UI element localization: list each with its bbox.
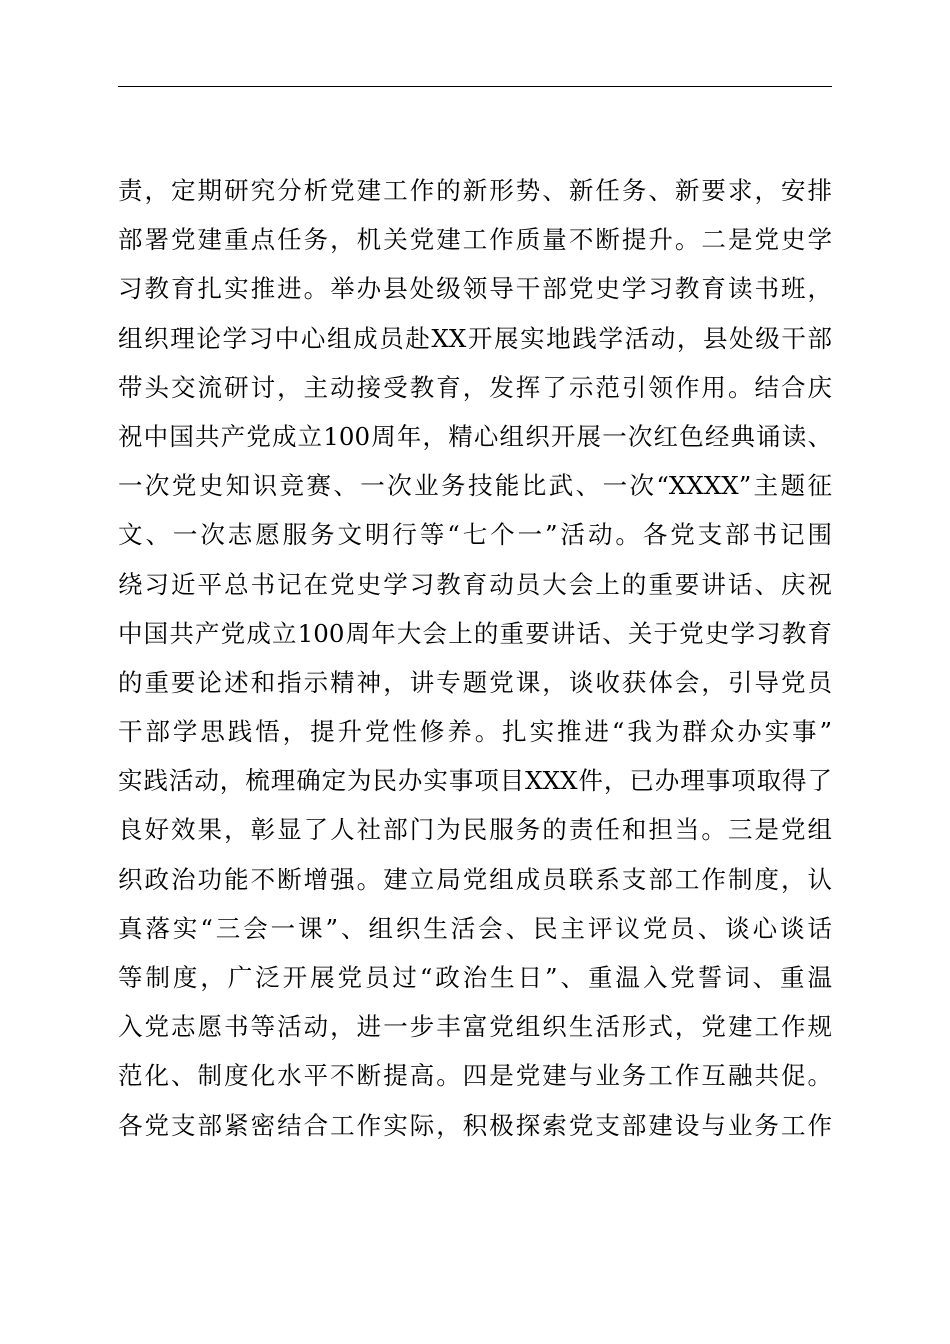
text-line: 祝中国共产党成立100周年，精心组织开展一次红色经典诵读、 [118, 421, 832, 451]
body-paragraph [118, 166, 832, 1150]
text-line: 干部学思践悟，提升党性修养。扎实推进“我为群众办实事” [118, 717, 832, 747]
text-line: 等制度，广泛开展党员过“政治生日”、重温入党誓词、重温 [118, 963, 832, 992]
text-line: 文、一次志愿服务文明行等“七个一”活动。各党支部书记围 [118, 520, 832, 550]
text-line: 实践活动，梳理确定为民办实事项目XXX件，已办理事项取得了 [118, 766, 832, 796]
text-line: 织政治功能不断增强。建立局党组成员联系支部工作制度，认 [118, 864, 832, 894]
text-line: 组织理论学习中心组成员赴XX开展实地践学活动，县处级干部 [118, 323, 832, 353]
text-line: 良好效果，彰显了人社部门为民服务的责任和担当。三是党组 [118, 815, 832, 845]
text-line: 范化、制度化水平不断提高。四是党建与业务工作互融共促。 [118, 1061, 832, 1091]
text-line: 一次党史知识竞赛、一次业务技能比武、一次“XXXX”主题征 [118, 471, 832, 501]
text-line: 部署党建重点任务，机关党建工作质量不断提升。二是党史学 [118, 225, 832, 255]
text-line: 带头交流研讨，主动接受教育，发挥了示范引领作用。结合庆 [118, 372, 832, 402]
text-line: 各党支部紧密结合工作实际，积极探索党支部建设与业务工作 [118, 1110, 832, 1140]
text-line: 中国共产党成立100周年大会上的重要讲话、关于党史学习教育 [118, 618, 832, 648]
text-line: 入党志愿书等活动，进一步丰富党组织生活形式，党建工作规 [118, 1012, 832, 1042]
text-line: 责，定期研究分析党建工作的新形势、新任务、新要求，安排 [118, 176, 832, 205]
text-line: 真落实“三会一课”、组织生活会、民主评议党员、谈心谈话 [118, 913, 832, 943]
text-line: 的重要论述和指示精神，讲专题党课，谈收获体会，引导党员 [118, 667, 832, 697]
text-line: 绕习近平总书记在党史学习教育动员大会上的重要讲话、庆祝 [118, 569, 832, 599]
header-rule [118, 86, 832, 87]
text-line: 习教育扎实推进。举办县处级领导干部党史学习教育读书班， [118, 274, 832, 304]
